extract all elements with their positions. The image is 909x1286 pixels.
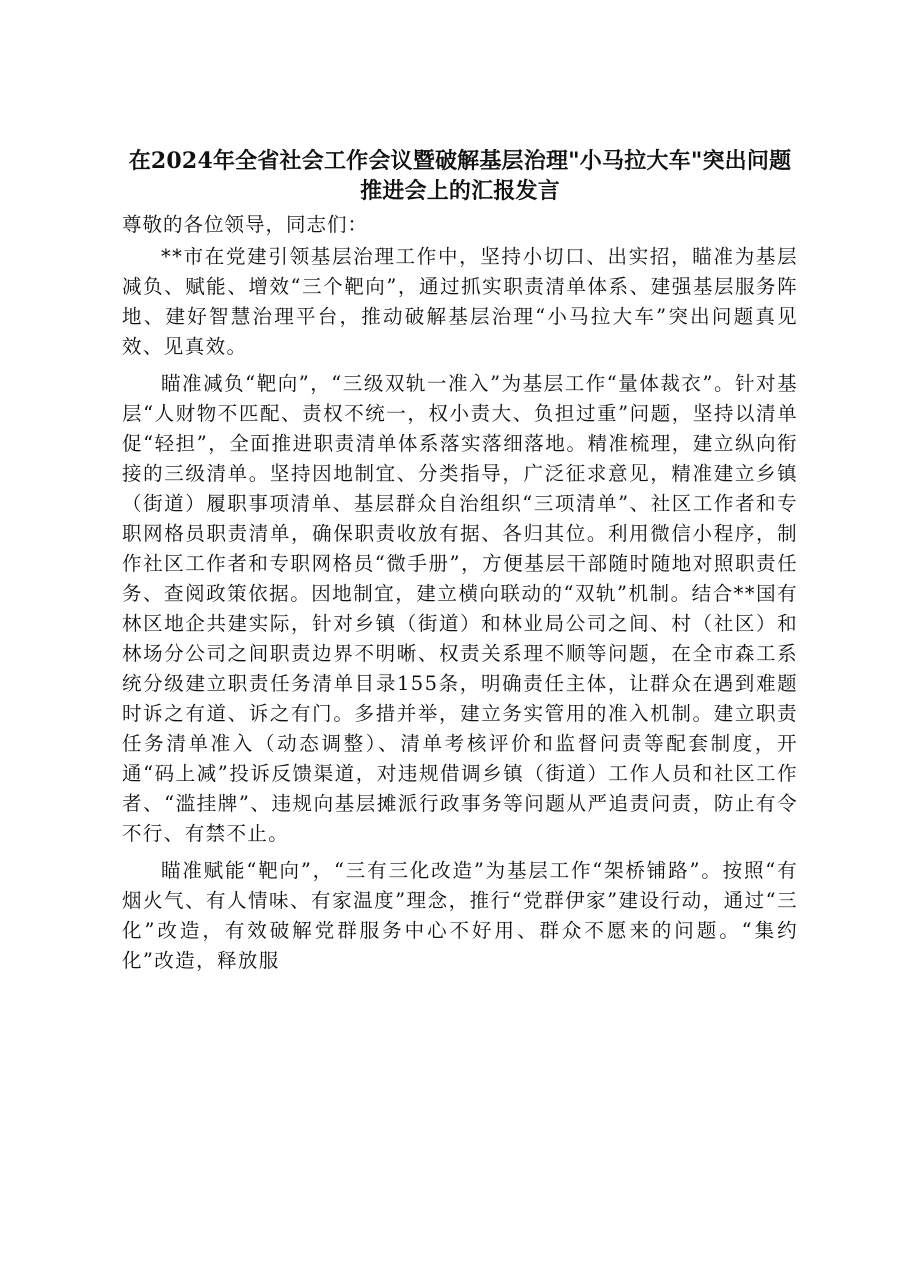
- paragraph-burden-reduction: 瞄准减负“靶向”，“三级双轨一准入”为基层工作“量体裁衣”。针对基层“人财物不匹配、责权不统一，权小责大、负担过重”问题，坚持以清单促“轻担”，全面推进职责清单体系落实落细落地。精准梳理，建立纵向衔接的三级清单。坚持因地制宜、分类指导，广泛征求意见，精准建立乡镇（街道）履职事项清单、基层群众自治组织“三项清单”、社区工作者和专职网格员职责清单，确保职责收放有据、各归其位。利用微信小程序，制作社区工作者和专职网格员“微手册”，方便基层干部随时随地对照职责任务、查阅政策依据。因地制宜，建立横向联动的“双轨”机制。结合**国有林区地企共建实际，针对乡镇（街道）和林业局公司之间、村（社区）和林场分公司之间职责边界不明晰、权责关系理不顺等问题，在全市森工系统分级建立职责任务清单目录155条，明确责任主体，让群众在遇到难题时诉之有道、诉之有门。多措并举，建立务实管用的准入机制。建立职责任务清单准入（动态调整）、清单考核评价和监督问责等配套制度，开通“码上减”投诉反馈渠道，对违规借调乡镇（街道）工作人员和社区工作者、“滥挂牌”、违规向基层摊派行政事务等问题从严追责问责，防止有令不行、有禁不止。: [122, 372, 798, 845]
- salutation: 尊敬的各位领导，同志们：: [122, 213, 369, 236]
- paragraph-empowerment: 瞄准赋能“靶向”，“三有三化改造”为基层工作“架桥铺路”。按照“有烟火气、有人情味、有家温度”理念，推行“党群伊家”建设行动，通过“三化”改造，有效破解党群服务中心不好用、群众不愿来的问题。“集约化”改造，释放服: [122, 859, 798, 972]
- document-page: [122, 146, 798, 983]
- document-title: 在2024年全省社会工作会议暨破解基层治理"小马拉大车"突出问题推进会上的汇报发言: [128, 148, 792, 204]
- paragraph-intro: **市在党建引领基层治理工作中，坚持小切口、出实招，瞄准为基层减负、赋能、增效“三个靶向”，通过抓实职责清单体系、建强基层服务阵地、建好智慧治理平台，推动破解基层治理“小马拉大车”突出问题真见效、见真效。: [122, 245, 798, 358]
